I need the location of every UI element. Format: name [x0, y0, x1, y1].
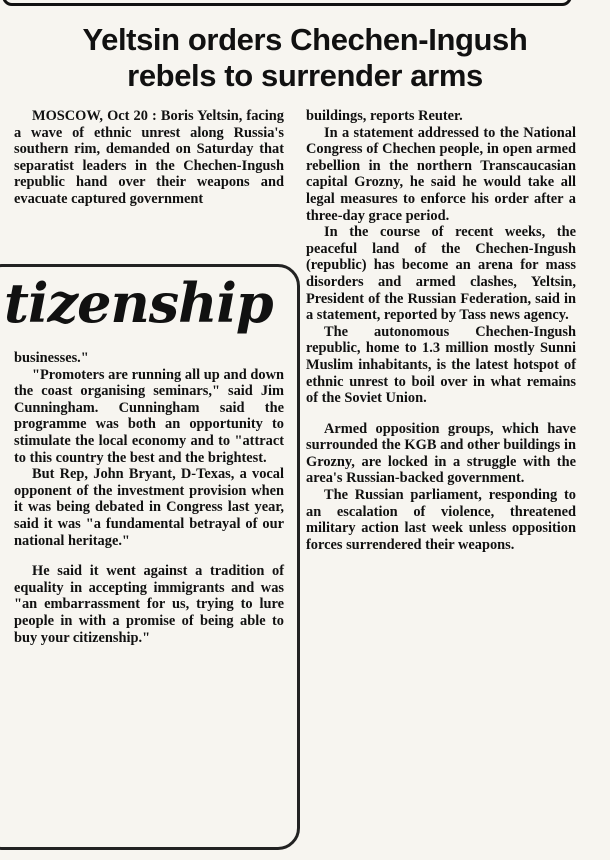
article-paragraph: In the course of recent weeks, the peaceful land of the Chechen-Ingush (republic) has become an arena for mass disorders and armed clashes, Yeltsin, President of the Russian Federation, said in a statement, reported by Tass news agency. [306, 224, 576, 324]
article-paragraph: buildings, reports Reuter. [306, 108, 463, 124]
sidebar-paragraph: He said it went against a tradition of equality in accepting immigrants and was "an embarrassment for us, trying to lure people in with a promise of being able to buy your citizenship." [14, 563, 284, 646]
lead-column [14, 108, 284, 208]
sidebar-story-title: tizenship [4, 271, 273, 335]
headline [0, 22, 610, 94]
sidebar-paragraph: But Rep, John Bryant, D-Texas, a vocal opponent of the investment provision when it was being debated in Congress last year, said it was "a fundamental betrayal of our national heritage." [14, 466, 284, 549]
article-paragraph: Armed opposition groups, which have surrounded the KGB and other buildings in Grozny, are locked in a struggle with the area's Russian-backed government. [306, 420, 576, 487]
article-paragraph: In a statement addressed to the National Congress of Chechen people, in open armed rebellion in the northern Transcaucasian capital Grozny, he said he would take all legal measures to enforce his order after a three-day grace period. [306, 124, 576, 224]
previous-article-box-edge [2, 0, 572, 6]
article-paragraph: The autonomous Chechen-Ingush republic, home to 1.3 million mostly Sunni Muslim inhabitants, is the latest hotspot of ethnic unrest to boil over in what remains of the Soviet Union. [306, 323, 576, 407]
sidebar-paragraph: "Promoters are running all up and down the coast organising seminars," said Jim Cunningham. Cunningham said the programme was both an opportunity to stimulate the local economy and to "attract to this country the best and the brightest. [14, 366, 284, 466]
continuation-column [306, 108, 576, 553]
headline-line-1: Yeltsin orders Chechen-Ingush [82, 22, 528, 57]
sidebar-story-column [14, 350, 284, 646]
lead-paragraph: MOSCOW, Oct 20 : Boris Yeltsin, facing a wave of ethnic unrest along Russia's southern rim, demanded on Saturday that separatist leaders in the Chechen-Ingush republic hand over their weapons and evacuate captured government [14, 108, 284, 207]
article-paragraph: The Russian parliament, responding to an escalation of violence, threatened military action last week unless opposition forces surrendered their weapons. [306, 487, 576, 553]
sidebar-paragraph: businesses." [14, 350, 89, 366]
headline-line-2: rebels to surrender arms [127, 58, 483, 93]
